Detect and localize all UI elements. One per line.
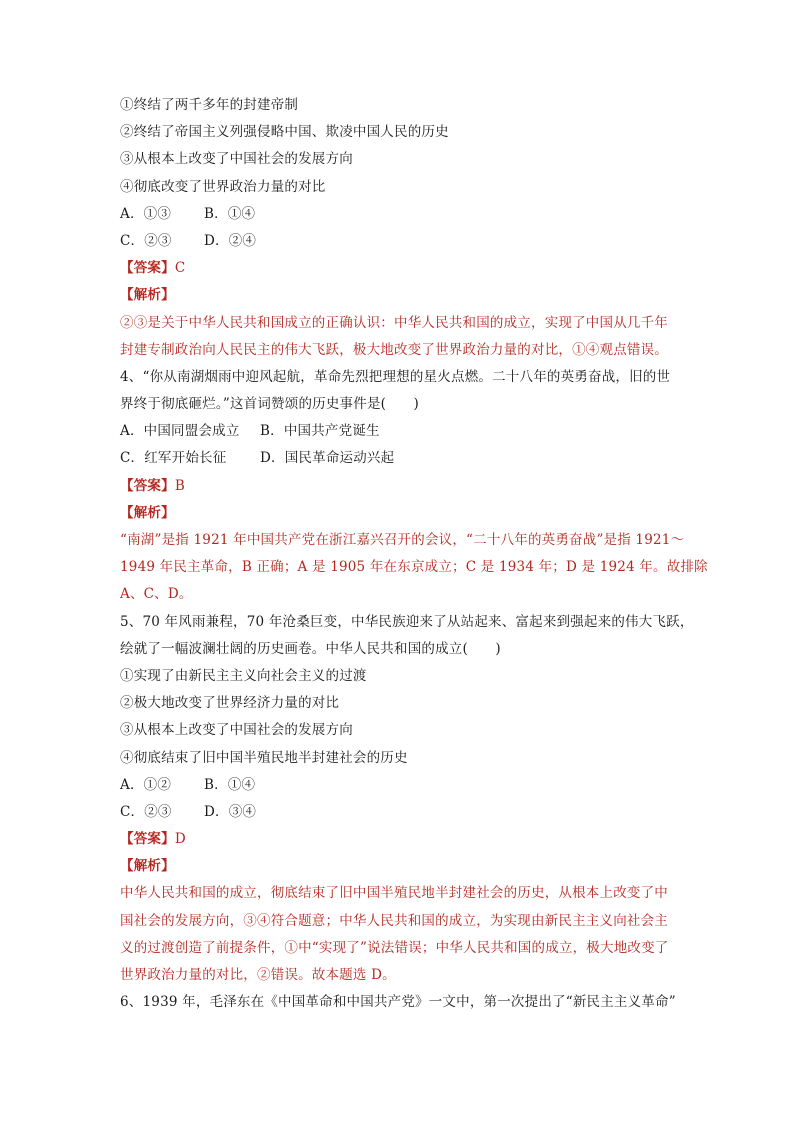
q4-option-a: A．中国同盟会成立 bbox=[120, 423, 240, 440]
q4-options-row-1 bbox=[120, 418, 680, 445]
answer-label: 【答案】 bbox=[120, 260, 175, 277]
document-page bbox=[120, 92, 708, 1016]
q3-answer bbox=[120, 255, 680, 282]
q5-item-2: ②极大地改变了世界经济力量的对比 bbox=[120, 695, 340, 712]
q3-item-4: ④彻底改变了世界政治力量的对比 bbox=[120, 178, 326, 195]
q5-option-b: B．①④ bbox=[204, 776, 256, 793]
q5-option-a: A．①② bbox=[120, 776, 172, 793]
q3-options-row-2 bbox=[120, 228, 680, 255]
q3-item-3: ③从根本上改变了中国社会的发展方向 bbox=[120, 151, 353, 168]
q5-analysis-label: 【解析】 bbox=[120, 858, 175, 875]
answer-value: D bbox=[174, 831, 186, 848]
q5-analysis-line-3: 义的过渡创造了前提条件，①中“实现了”说法错误；中华人民共和国的成立，极大地改变了 bbox=[120, 939, 669, 956]
q5-option-c: C．②③ bbox=[120, 803, 172, 820]
q5-analysis-line-4: 世界政治力量的对比，②错误。故本题选 D。 bbox=[120, 967, 396, 983]
q5-options-row-1 bbox=[120, 772, 680, 799]
answer-label: 【答案】 bbox=[120, 831, 175, 848]
q3-analysis-label: 【解析】 bbox=[120, 287, 175, 304]
q3-item-2: ②终结了帝国主义列强侵略中国、欺凌中国人民的历史 bbox=[120, 124, 449, 141]
answer-value: B bbox=[174, 477, 185, 494]
q4-analysis-label: 【解析】 bbox=[120, 504, 175, 521]
q3-options-row-1 bbox=[120, 201, 680, 228]
q3-option-b: B．①④ bbox=[204, 205, 256, 222]
q4-option-c: C．红军开始长征 bbox=[120, 450, 227, 467]
q4-stem-line-2: 界终于彻底砸烂。”这首词赞颂的历史事件是( ) bbox=[120, 396, 419, 413]
q3-analysis-line-1 bbox=[120, 310, 680, 337]
q3-analysis-line-2: 封建专制政治向人民民主的伟大飞跃，极大地改变了世界政治力量的对比，①④观点错误。 bbox=[120, 341, 668, 358]
q3-option-a: A．①③ bbox=[120, 205, 172, 222]
q5-stem-line-1: 5、70 年风雨兼程，70 年沧桑巨变，中华民族迎来了从站起来、富起来到强起来的伟大飞跃， bbox=[120, 613, 694, 630]
answer-value: C bbox=[174, 260, 186, 277]
q3-analysis-text-1: 是关于中华人民共和国成立的正确认识：中华人民共和国的成立，实现了中国从几千年 bbox=[147, 314, 669, 331]
q4-answer bbox=[120, 473, 680, 500]
q5-stem-line-2: 绘就了一幅波澜壮阔的历史画卷。中华人民共和国的成立( ) bbox=[120, 640, 501, 657]
q4-option-b: B．中国共产党诞生 bbox=[260, 423, 380, 440]
q5-item-1: ①实现了由新民主主义向社会主义的过渡 bbox=[120, 667, 367, 684]
q5-options-row-2 bbox=[120, 799, 680, 826]
q6-stem-line-1: 6、1939 年，毛泽东在《中国革命和中国共产党》一文中，第一次提出了“新民主主义革命” bbox=[120, 994, 676, 1011]
q3-option-c: C．②③ bbox=[120, 232, 172, 249]
q4-analysis-line-2: 1949 年民主革命，B 正确；A 是 1905 年在东京成立；C 是 1934 年；D 是 1924 年。故排除 bbox=[120, 559, 708, 576]
q4-stem-line-1: 4、“你从南湖烟雨中迎风起航，革命先烈把理想的星火点燃。二十八年的英勇奋战，旧的世 bbox=[120, 368, 671, 385]
answer-label: 【答案】 bbox=[120, 477, 175, 494]
q3-analysis-highlight: ②③ bbox=[120, 314, 148, 331]
q5-item-3: ③从根本上改变了中国社会的发展方向 bbox=[120, 722, 353, 739]
q5-answer bbox=[120, 826, 680, 853]
q5-option-d: D．③④ bbox=[204, 803, 257, 820]
q3-option-d: D．②④ bbox=[204, 232, 257, 249]
q4-option-d: D．国民革命运动兴起 bbox=[260, 450, 395, 467]
q4-analysis-line-1: “南湖”是指 1921 年中国共产党在浙江嘉兴召开的会议，“二十八年的英勇奋战”是指 1921～ bbox=[120, 532, 685, 548]
q4-analysis-line-3: A、C、D。 bbox=[120, 586, 193, 603]
q5-analysis-line-2: 国社会的发展方向，③④符合题意；中华人民共和国的成立，为实现由新民主主义向社会主 bbox=[120, 912, 668, 929]
q4-options-row-2 bbox=[120, 445, 680, 472]
q3-item-1: ①终结了两千多年的封建帝制 bbox=[120, 97, 299, 113]
q5-analysis-line-1: 中华人民共和国的成立，彻底结束了旧中国半殖民地半封建社会的历史，从根本上改变了中 bbox=[120, 885, 668, 902]
q5-item-4: ④彻底结束了旧中国半殖民地半封建社会的历史 bbox=[120, 749, 408, 766]
